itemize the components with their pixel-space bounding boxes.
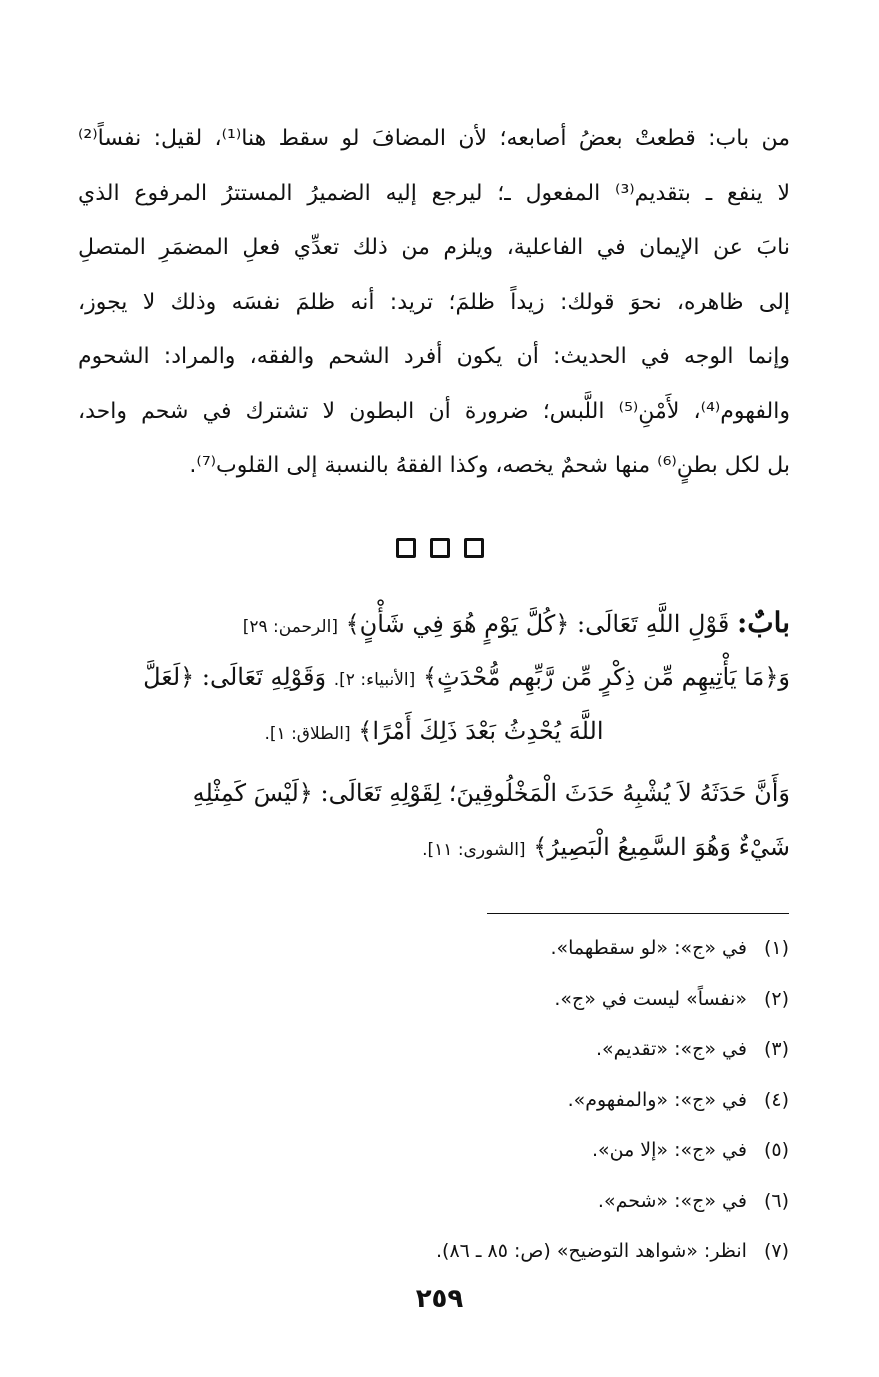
main-paragraph (78, 112, 790, 494)
footnote-text: «نفساً» ليست في «ج». (554, 987, 747, 1010)
footnote-text: في «ج»: «لو سقطهما». (550, 937, 747, 959)
footnote-number: (٧) (763, 1240, 789, 1262)
chapter-line-5 (78, 820, 790, 874)
footnote-number: (٣) (763, 1038, 789, 1060)
footnotes (300, 930, 789, 1284)
chapter-verse: اللَّهَ يُحْدِثُ بَعْدَ ذَلِكَ أَمْرًا﴾ (358, 717, 604, 745)
chapter-bab-word: بابٌ: (736, 606, 790, 639)
chapter-verse: وَأَنَّ حَدَثَهُ لاَ يُشْبِهُ حَدَثَ الْمَخْلُوقِينَ؛ لِقَوْلِهِ تَعَالَى: ﴿لَيْسَ كَمِثْلِهِ (192, 779, 790, 807)
footnote-number: (٤) (763, 1088, 789, 1111)
verse-reference: [الطلاق: ١]. (264, 724, 351, 744)
chapter-line-1 (78, 596, 790, 650)
footnote-text: في «ج»: «تقديم». (595, 1038, 747, 1060)
section-separator (0, 538, 879, 558)
footnote-number: (٦) (763, 1189, 789, 1212)
footnote-text: انظر: «شواهد التوضيح» (ص: ٨٥ ـ ٨٦). (436, 1240, 747, 1262)
separator-square-icon (464, 538, 484, 558)
verse-reference: [الأنبياء: ٢]. (333, 670, 416, 690)
footnote-number: (٥) (763, 1139, 789, 1161)
footnote (300, 1031, 789, 1082)
chapter-verse: وَ﴿مَا يَأْتِيهِم مِّن ذِكْرٍ مِّن رَّبِّهِم مُّحْدَثٍ﴾ (422, 663, 790, 691)
footnote (300, 1082, 789, 1133)
text-line: وإنما الوجه في الحديث: أن يكون أفرد الشحم والفقه، والمراد: الشحوم (78, 344, 790, 369)
chapter-heading (78, 596, 790, 874)
chapter-line-2 (78, 650, 790, 704)
separator-square-icon (430, 538, 450, 558)
chapter-verse: شَيْءٌ وَهُوَ السَّمِيعُ الْبَصِيرُ﴾ (533, 833, 790, 861)
text-line: من باب: قطعتْ بعضُ أصابعه؛ لأن المضافَ لو سقط هنا⁽¹⁾، لقيل: نفساً⁽²⁾ (78, 126, 790, 151)
text-line: والفهوم⁽⁴⁾، لأَمْنِ⁽⁵⁾ اللَّبس؛ ضرورة أن البطون لا تشترك في شحم واحد، (78, 398, 790, 424)
verse-reference: [الشورى: ١١]. (422, 840, 526, 860)
text-line: بل لكل بطنٍ⁽⁶⁾ منها شحمٌ يخصه، وكذا الفقهُ بالنسبة إلى القلوب⁽⁷⁾. (189, 453, 790, 478)
footnote (300, 1183, 789, 1234)
text-line: لا ينفع ـ بتقديم⁽³⁾ المفعول ـ؛ ليرجع إليه الضميرُ المستترُ المرفوع الذي (78, 180, 790, 206)
footnote-divider (487, 913, 789, 914)
separator-square-icon (396, 538, 416, 558)
verse-reference: [الرحمن: ٢٩] (242, 617, 338, 637)
chapter-verse: قَوْلِ اللَّهِ تَعَالَى: ﴿كُلَّ يَوْمٍ هُوَ فِي شَأْنٍ﴾ (345, 610, 730, 638)
chapter-verse: وَقَوْلِهِ تَعَالَى: ﴿لَعَلَّ (143, 663, 327, 691)
footnote (300, 930, 789, 981)
footnote-number: (١) (763, 937, 789, 959)
footnote-text: في «ج»: «والمفهوم». (567, 1088, 747, 1111)
footnote (300, 981, 789, 1032)
footnote (300, 1233, 789, 1284)
footnote (300, 1132, 789, 1183)
footnote-text: في «ج»: «إلا من». (591, 1139, 747, 1161)
text-line: نابَ عن الإيمان في الفاعلية، ويلزم من ذلك تعدِّي فعلِ المضمَرِ المتصلِ (78, 235, 790, 260)
footnote-number: (٢) (763, 987, 789, 1010)
text-line: إلى ظاهره، نحوَ قولك: زيداً ظلمَ؛ تريد: أنه ظلمَ نفسَه وذلك لا يجوز، (78, 289, 790, 315)
footnote-text: في «ج»: «شحم». (597, 1189, 747, 1212)
page-number: ٢٥٩ (415, 1284, 464, 1314)
chapter-line-4 (78, 766, 790, 820)
chapter-line-3 (78, 704, 790, 758)
